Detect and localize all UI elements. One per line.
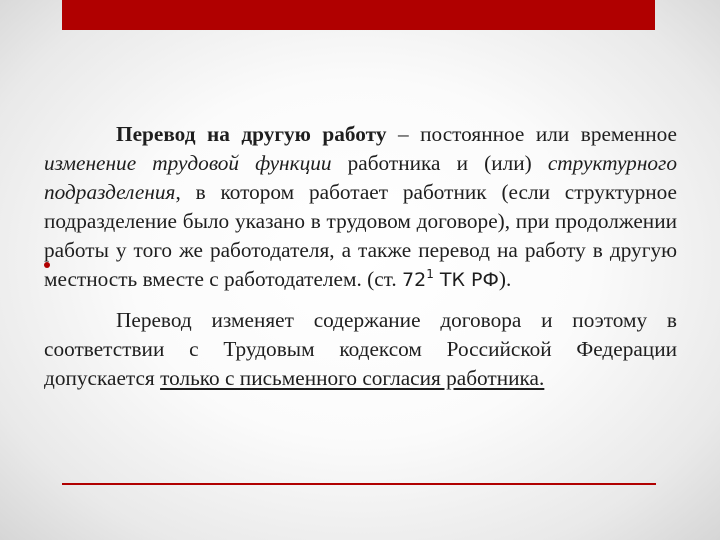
definition-text-1: – постоянное или временное [386,122,678,146]
definition-italic-2: структурного подразделения [44,151,677,204]
slide-body [44,120,677,393]
top-accent-bar [62,0,655,30]
bottom-divider [62,483,656,485]
article-code: ТК РФ [433,269,499,291]
definition-italic-1: изменение трудовой функции [44,151,332,175]
definition-term: Перевод на другую работу [116,122,387,146]
consent-text: Перевод изменяет содержание договора и поэтому в соответствии с Трудовым кодексом Российской Федерации допускается [44,308,677,390]
article-number: 72 [402,269,427,291]
definition-text-3: , в котором работает работник (если структурное подразделение было указано в трудовом договоре), при продолжении работы у того же работодателя, а также перевод на работу в другую местность вместе с работодателем. (ст. [44,180,677,291]
definition-text-4: ). [498,267,512,291]
consent-paragraph [44,306,677,393]
consent-underlined: только с письменного согласия работника. [160,366,545,390]
definition-text-2: работника и (или) [331,151,548,175]
definition-paragraph [44,120,677,295]
article-superscript: 1 [426,267,434,281]
